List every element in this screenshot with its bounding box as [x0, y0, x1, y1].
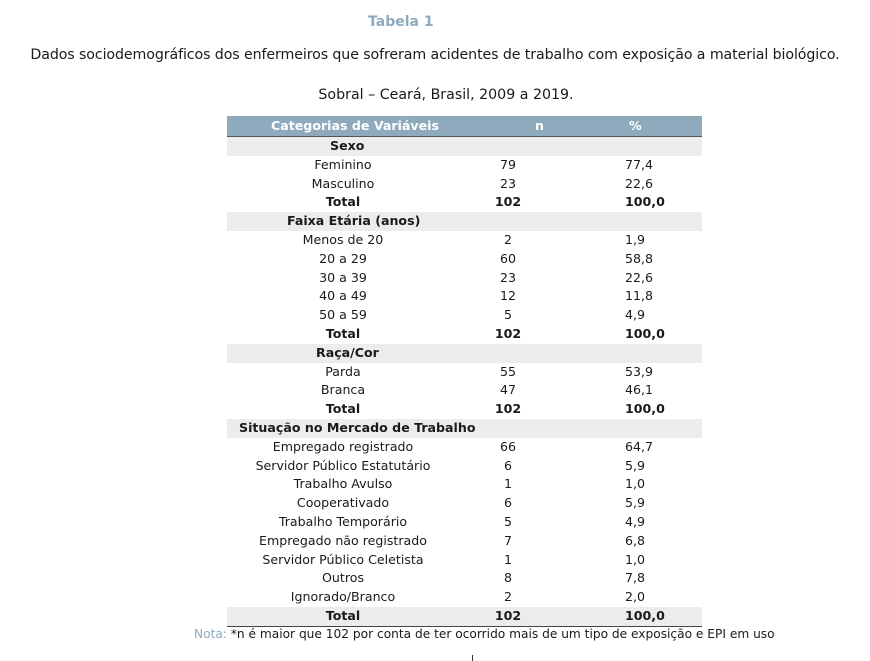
row-percent: 100,0 — [625, 325, 665, 341]
row-percent — [557, 212, 702, 231]
section-row — [227, 212, 702, 231]
row-label: Trabalho Temporário — [278, 513, 408, 529]
table-row — [227, 269, 702, 288]
table-row — [227, 363, 702, 382]
sociodemographic-table — [227, 116, 702, 627]
row-percent: 77,4 — [625, 156, 654, 172]
row-n: 47 — [499, 382, 517, 398]
row-label: 20 a 29 — [319, 250, 367, 266]
row-percent: 2,0 — [625, 589, 646, 605]
row-percent: 58,8 — [625, 250, 654, 266]
row-percent: 1,0 — [625, 476, 646, 492]
total-row — [227, 607, 702, 626]
row-n: 102 — [494, 325, 522, 341]
row-percent: 11,8 — [625, 288, 654, 304]
table-header-row — [227, 116, 702, 137]
table-row — [227, 588, 702, 607]
row-n — [459, 344, 557, 363]
table-row — [227, 175, 702, 194]
row-label: Total — [325, 194, 361, 210]
table-row — [227, 532, 702, 551]
row-n: 5 — [503, 513, 512, 529]
row-percent: 64,7 — [625, 438, 654, 454]
total-row — [227, 193, 702, 212]
row-n: 23 — [499, 269, 517, 285]
table-row — [227, 250, 702, 269]
row-n: 102 — [494, 194, 522, 210]
note-text: *n é maior que 102 por conta de ter ocorrido mais de um tipo de exposição e EPI em uso — [230, 627, 775, 641]
row-percent: 7,8 — [625, 570, 646, 586]
row-label: Ignorado/Branco — [290, 589, 396, 605]
row-percent: 4,9 — [625, 307, 646, 323]
table-row — [227, 156, 702, 175]
row-label: Total — [227, 607, 459, 626]
row-percent — [557, 419, 702, 438]
row-n: 2 — [503, 589, 512, 605]
row-label: 30 a 39 — [319, 269, 367, 285]
row-label: Parda — [325, 363, 361, 379]
row-label: Empregado não registrado — [259, 532, 427, 548]
total-row — [227, 325, 702, 344]
row-n — [459, 212, 557, 231]
row-percent: 22,6 — [625, 269, 654, 285]
table-row — [227, 551, 702, 570]
section-row — [227, 419, 702, 438]
section-row — [227, 137, 702, 156]
row-n: 1 — [503, 476, 512, 492]
row-n: 102 — [459, 607, 557, 626]
row-percent: 53,9 — [625, 363, 654, 379]
row-label: Branca — [320, 382, 366, 398]
row-label: Total — [325, 401, 361, 417]
row-label: Faixa Etária (anos) — [227, 212, 459, 231]
row-percent: 6,8 — [625, 532, 646, 548]
row-percent: 5,9 — [625, 495, 646, 511]
row-n: 6 — [503, 495, 512, 511]
row-percent: 46,1 — [625, 382, 654, 398]
row-n: 23 — [499, 175, 517, 191]
row-n: 12 — [499, 288, 517, 304]
row-n: 5 — [503, 307, 512, 323]
row-label: 40 a 49 — [319, 288, 367, 304]
row-percent: 4,9 — [625, 513, 646, 529]
total-row — [227, 400, 702, 419]
header-percent: % — [557, 116, 702, 137]
row-label: Total — [325, 325, 361, 341]
row-label: Empregado registrado — [272, 438, 414, 454]
header-n: n — [459, 116, 557, 137]
table-row — [227, 513, 702, 532]
row-percent: 100,0 — [557, 607, 702, 626]
table-subtitle: Sobral – Ceará, Brasil, 2009 a 2019. — [318, 87, 574, 103]
row-label: Masculino — [311, 175, 375, 191]
table-note — [194, 627, 775, 641]
row-percent: 1,9 — [625, 231, 646, 247]
table-row — [227, 569, 702, 588]
table-row — [227, 494, 702, 513]
row-label: Situação no Mercado de Trabalho — [227, 419, 459, 438]
row-label: Servidor Público Celetista — [262, 551, 424, 567]
row-n: 8 — [503, 570, 512, 586]
row-percent: 100,0 — [625, 401, 665, 417]
row-label: Feminino — [314, 156, 372, 172]
row-n: 2 — [503, 231, 512, 247]
table-row — [227, 475, 702, 494]
row-label: Cooperativado — [296, 495, 390, 511]
row-percent — [557, 344, 702, 363]
table-row — [227, 287, 702, 306]
table-row — [227, 231, 702, 250]
row-n — [459, 137, 557, 156]
table-row — [227, 306, 702, 325]
row-percent: 1,0 — [625, 551, 646, 567]
section-row — [227, 344, 702, 363]
row-label: Menos de 20 — [302, 231, 384, 247]
row-percent: 100,0 — [625, 194, 665, 210]
row-n: 79 — [499, 156, 517, 172]
row-label: Raça/Cor — [227, 344, 459, 363]
row-n: 60 — [499, 250, 517, 266]
row-percent — [557, 137, 702, 156]
row-n: 1 — [503, 551, 512, 567]
row-n: 55 — [499, 363, 517, 379]
row-label: 50 a 59 — [319, 307, 367, 323]
row-label: Servidor Público Estatutário — [255, 457, 431, 473]
row-percent: 22,6 — [625, 175, 654, 191]
table-row — [227, 457, 702, 476]
table-row — [227, 381, 702, 400]
table-label: Tabela 1 — [368, 14, 434, 30]
row-n: 6 — [503, 457, 512, 473]
row-n: 66 — [499, 438, 517, 454]
row-label: Sexo — [227, 137, 459, 156]
row-n: 7 — [503, 532, 512, 548]
row-label: Trabalho Avulso — [293, 476, 393, 492]
row-n: 102 — [494, 401, 522, 417]
header-categories: Categorias de Variáveis — [227, 116, 459, 137]
row-label: Outros — [322, 570, 364, 586]
table-row — [227, 438, 702, 457]
row-percent: 5,9 — [625, 457, 646, 473]
page-marker — [472, 655, 473, 661]
table-title: Dados sociodemográficos dos enfermeiros que sofreram acidentes de trabalho com exposição a material biológico. — [30, 47, 840, 63]
table-body — [227, 137, 702, 627]
note-label: Nota: — [194, 627, 227, 641]
